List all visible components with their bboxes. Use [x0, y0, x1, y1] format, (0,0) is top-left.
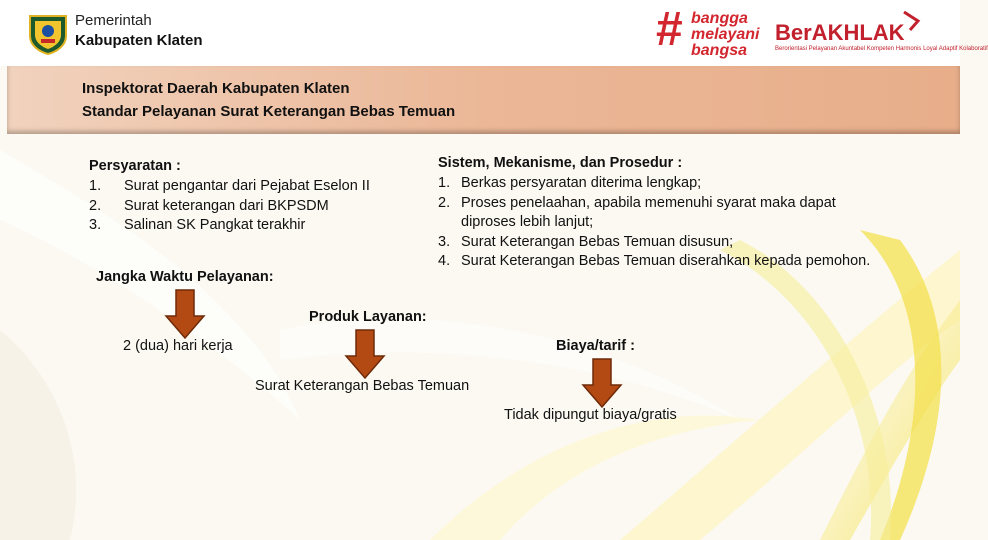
arrow-down-icon: [582, 358, 622, 408]
persyaratan-heading: Persyaratan :: [89, 158, 181, 174]
list-item: [89, 216, 419, 236]
biaya-heading: Biaya/tarif :: [556, 338, 635, 354]
org-line-1: Pemerintah: [75, 12, 152, 29]
list-number: 3.: [89, 217, 102, 233]
biaya-value: Tidak dipungut biaya/gratis: [504, 407, 677, 423]
arrow-down-icon: [165, 289, 205, 339]
berakhlak-chevron-icon: [900, 10, 922, 32]
list-text: Proses penelaahan, apabila memenuhi syarat maka dapat diproses lebih lanjut;: [461, 194, 836, 230]
list-text: Surat keterangan dari BKPSDM: [124, 197, 329, 214]
sistem-heading: Sistem, Mekanisme, dan Prosedur :: [438, 155, 683, 171]
list-item: [438, 174, 883, 194]
page-subtitle: Standar Pelayanan Surat Keterangan Bebas Temuan: [82, 103, 456, 120]
persyaratan-list: [89, 177, 419, 236]
list-text: Salinan SK Pangkat terakhir: [124, 217, 306, 233]
list-item: [438, 233, 883, 253]
list-text: Surat Keterangan Bebas Temuan diserahkan kepada pemohon.: [461, 253, 871, 269]
bangga-melayani-bangsa-logo: [691, 11, 759, 59]
list-text: Berkas persyaratan diterima lengkap;: [461, 175, 702, 191]
list-item: [438, 252, 883, 272]
list-text: Surat Keterangan Bebas Temuan disusun;: [461, 233, 734, 250]
list-item: [89, 177, 419, 197]
berakhlak-tagline: Berorientasi Pelayanan Akuntabel Kompeten Harmonis Loyal Adaptif Kolaboratif: [775, 46, 988, 52]
arrow-down-icon: [345, 329, 385, 379]
produk-heading: Produk Layanan:: [309, 309, 427, 325]
list-text: Surat pengantar dari Pejabat Eselon II: [124, 178, 370, 194]
page-title: Inspektorat Daerah Kabupaten Klaten: [82, 80, 350, 97]
slogan-line: bangga: [691, 10, 748, 27]
bangga-hash-logo: #: [656, 3, 683, 56]
produk-value: Surat Keterangan Bebas Temuan: [255, 378, 470, 394]
berakhlak-logo: BerAKHLAK: [775, 20, 905, 45]
list-item: [438, 194, 883, 233]
klaten-emblem-icon: [26, 12, 70, 56]
list-number: 2.: [89, 197, 102, 214]
slogan-line: bangsa: [691, 42, 748, 59]
list-item: [89, 197, 419, 217]
title-band: [7, 66, 960, 134]
list-number: 1.: [438, 175, 451, 191]
list-number: 2.: [438, 194, 451, 211]
jangka-waktu-value: 2 (dua) hari kerja: [123, 338, 233, 354]
list-number: 4.: [438, 253, 451, 269]
list-number: 3.: [438, 233, 451, 250]
slogan-line: melayani: [691, 26, 760, 43]
list-number: 1.: [89, 178, 102, 194]
sistem-list: [438, 174, 883, 272]
org-line-2: Kabupaten Klaten: [75, 32, 203, 49]
jangka-waktu-heading: Jangka Waktu Pelayanan:: [96, 269, 274, 285]
